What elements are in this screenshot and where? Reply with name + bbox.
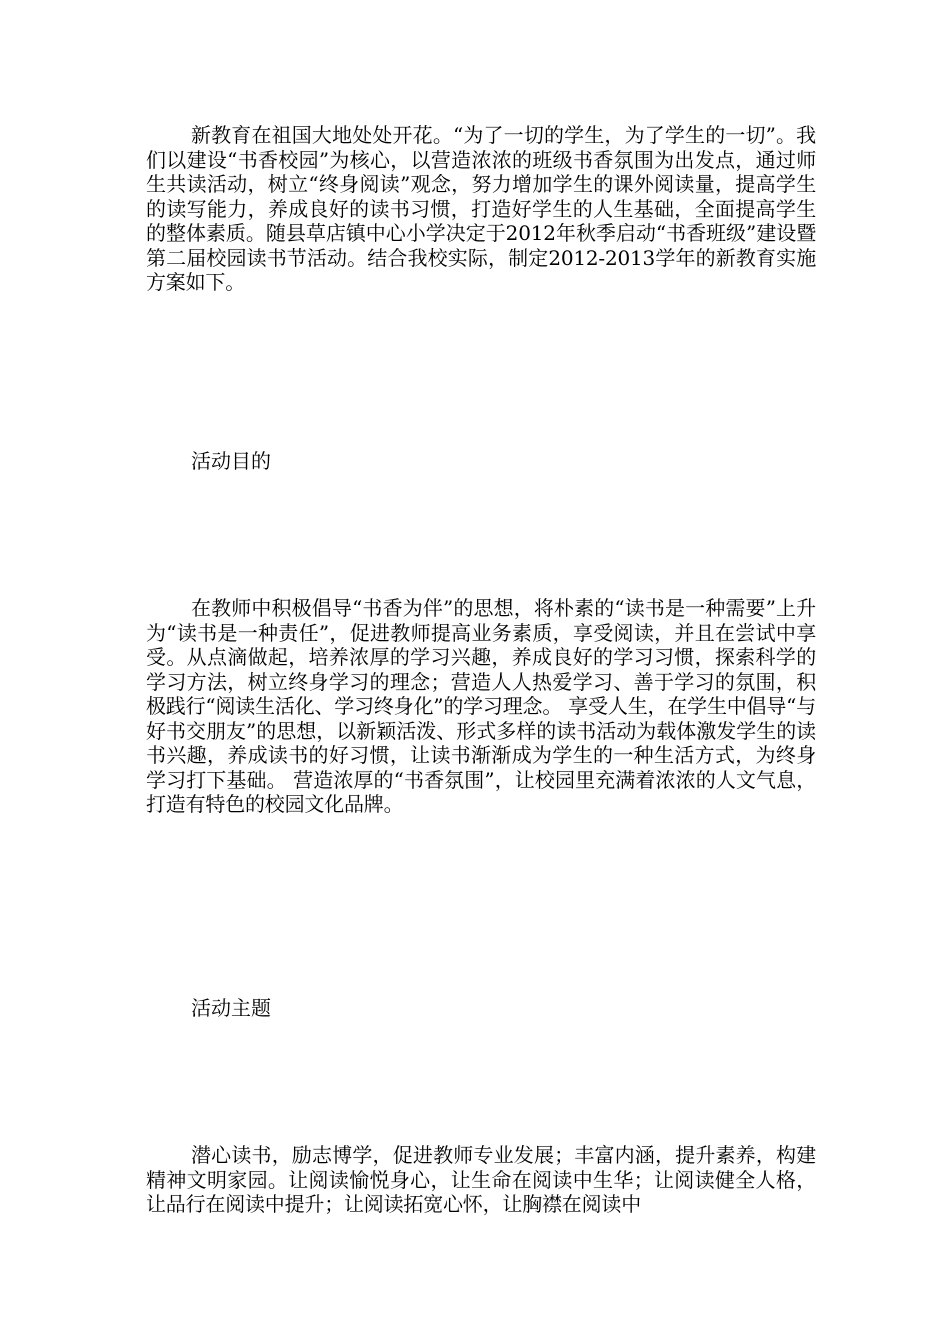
section-heading-purpose: 活动目的 xyxy=(191,449,271,473)
intro-paragraph: 新教育在祖国大地处处开花。“为了一切的学生，为了学生的一切”。我们以建设“书香校园”为核心，以营造浓浓的班级书香氛围为出发点，通过师生共读活动，树立“终身阅读”观念，努力增加学生的课外阅读量，提高学生的读写能力，养成良好的读书习惯，打造好学生的人生基础，全面提高学生的整体素质。随县草店镇中心小学决定于2012年秋季启动“书香班级”建设暨第二届校园读书节活动。结合我校实际，制定2012-2013学年的新教育实施方案如下。 xyxy=(146,123,816,294)
section-heading-theme: 活动主题 xyxy=(191,996,271,1020)
purpose-paragraph: 在教师中积极倡导“书香为伴”的思想，将朴素的“读书是一种需要”上升为“读书是一种责任”，促进教师提高业务素质，享受阅读，并且在尝试中享受。从点滴做起，培养浓厚的学习兴趣，养成良好的学习习惯，探索科学的学习方法，树立终身学习的理念；营造人人热爱学习、善于学习的氛围，积极践行“阅读生活化、学习终身化”的学习理念。 享受人生，在学生中倡导“与好书交朋友”的思想，以新颖活泼、形式多样的读书活动为载体激发学生的读书兴趣，养成读书的好习惯，让读书渐渐成为学生的一种生活方式，为终身学习打下基础。 营造浓厚的“书香氛围”，让校园里充满着浓浓的人文气息，打造有特色的校园文化品牌。 xyxy=(146,596,816,816)
theme-paragraph: 潜心读书，励志博学，促进教师专业发展；丰富内涵，提升素养，构建精神文明家园。让阅读愉悦身心，让生命在阅读中生华；让阅读健全人格，让品行在阅读中提升；让阅读拓宽心怀，让胸襟在阅读中 xyxy=(146,1143,816,1216)
